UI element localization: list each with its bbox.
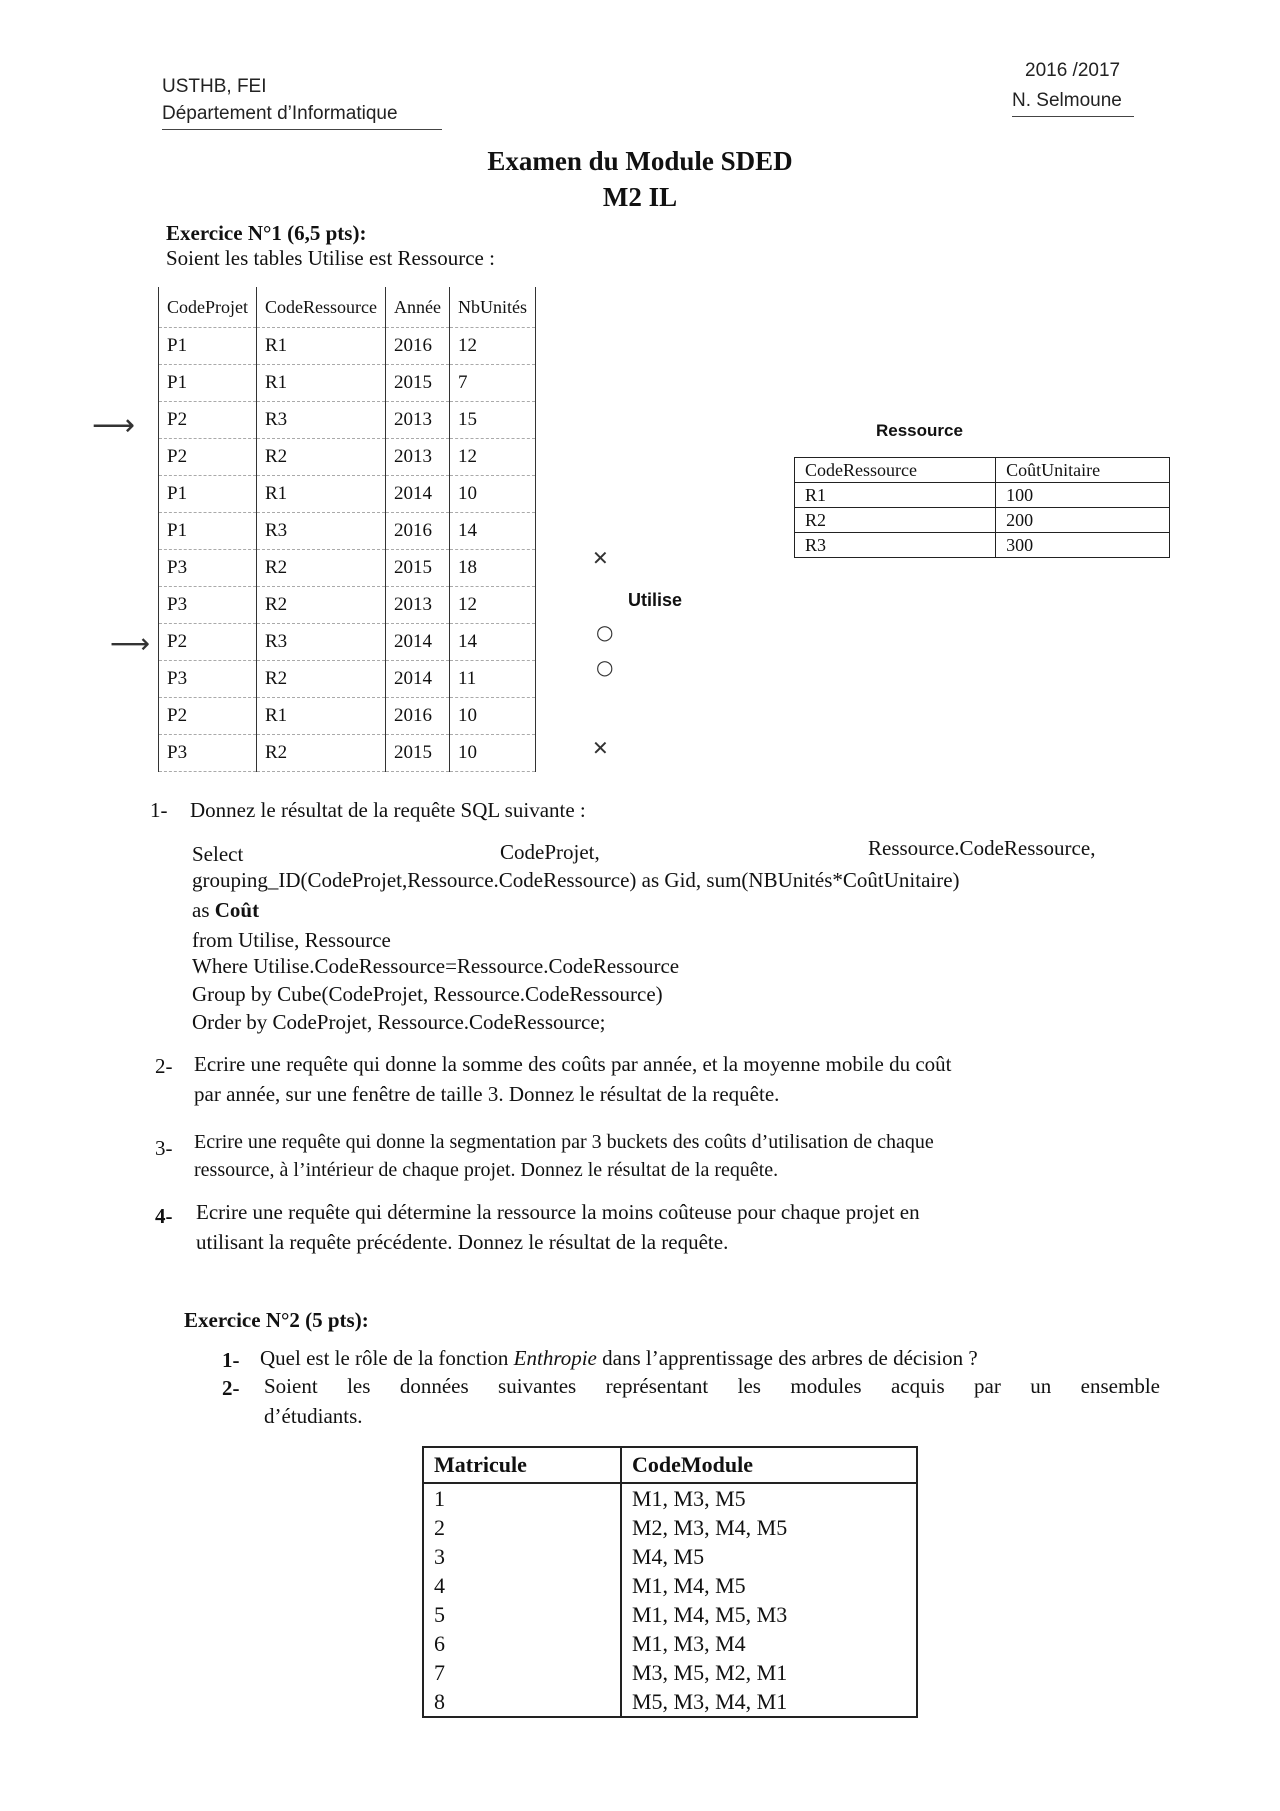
utilise-cell: 14 — [449, 513, 535, 550]
modules-cell: 1 — [423, 1483, 621, 1513]
q4-number: 4- — [155, 1204, 173, 1228]
utilise-cell: 2016 — [385, 513, 449, 550]
arrow-mark-icon: ⟶ — [92, 408, 136, 443]
exam-title: Examen du Module SDED — [487, 146, 793, 176]
utilise-cell: 7 — [449, 365, 535, 402]
arrow-mark-icon: ⟶ — [110, 627, 151, 660]
utilise-cell: 2014 — [385, 476, 449, 513]
modules-header-row — [423, 1447, 917, 1483]
utilise-row — [159, 402, 536, 439]
sql-col1: CodeProjet, — [500, 840, 600, 864]
modules-row — [423, 1571, 917, 1600]
modules-cell: M5, M3, M4, M1 — [621, 1687, 917, 1717]
exercise2-title: Exercice N°2 (5 pts): — [184, 1308, 369, 1332]
ressource-cell: 200 — [996, 508, 1170, 533]
utilise-row — [159, 587, 536, 624]
utilise-cell: 10 — [449, 735, 535, 772]
utilise-cell: P2 — [159, 439, 257, 476]
modules-cell: 6 — [423, 1629, 621, 1658]
utilise-row — [159, 661, 536, 698]
sql-col2: Ressource.CodeRessource, — [868, 836, 1096, 860]
ex2-q1-prefix: Quel est le rôle de la fonction — [260, 1346, 514, 1370]
modules-cell: 3 — [423, 1542, 621, 1571]
utilise-cell: P2 — [159, 624, 257, 661]
ex2-q1-term: Enthropie — [513, 1346, 597, 1370]
modules-cell: 8 — [423, 1687, 621, 1717]
q1-number: 1- — [150, 798, 168, 822]
exercise1-intro: Soient les tables Utilise est Ressource : — [166, 246, 495, 270]
utilise-cell: R2 — [257, 439, 386, 476]
utilise-row — [159, 735, 536, 772]
sql-from: from Utilise, Ressource — [192, 928, 391, 952]
utilise-cell: R2 — [257, 550, 386, 587]
utilise-header-cell: CodeProjet — [159, 287, 257, 328]
modules-row — [423, 1687, 917, 1717]
utilise-header-cell: NbUnités — [449, 287, 535, 328]
ressource-header-cell: CoûtUnitaire — [996, 458, 1170, 483]
utilise-cell: 2013 — [385, 587, 449, 624]
utilise-row — [159, 513, 536, 550]
utilise-cell: 10 — [449, 476, 535, 513]
modules-cell: 5 — [423, 1600, 621, 1629]
ressource-label: Ressource — [876, 421, 963, 440]
cross-mark-icon: ✕ — [592, 736, 609, 760]
ressource-table — [794, 457, 1170, 558]
utilise-cell: 10 — [449, 698, 535, 735]
utilise-cell: 2015 — [385, 735, 449, 772]
ressource-row — [795, 508, 1170, 533]
utilise-header-cell: Année — [385, 287, 449, 328]
exam-subtitle: M2 IL — [602, 182, 678, 212]
utilise-cell: P1 — [159, 328, 257, 365]
modules-row — [423, 1513, 917, 1542]
sql-select: Select — [192, 842, 244, 866]
utilise-cell: 2016 — [385, 328, 449, 365]
ex2-q2-line2: d’étudiants. — [264, 1404, 363, 1428]
utilise-cell: R3 — [257, 624, 386, 661]
ex2-q2-line1: Soient les données suivantes représentant les modules acquis par un ensemble — [264, 1374, 1160, 1398]
ressource-cell: 300 — [996, 533, 1170, 558]
utilise-cell: 2015 — [385, 550, 449, 587]
utilise-cell: P1 — [159, 513, 257, 550]
circle-mark-icon: ○ — [596, 620, 614, 644]
utilise-cell: 12 — [449, 587, 535, 624]
utilise-cell: 2013 — [385, 439, 449, 476]
utilise-cell: 2014 — [385, 661, 449, 698]
sql-as-line — [192, 898, 259, 923]
modules-header-cell: Matricule — [423, 1447, 621, 1483]
modules-cell: M4, M5 — [621, 1542, 917, 1571]
utilise-row — [159, 328, 536, 365]
utilise-row — [159, 698, 536, 735]
utilise-cell: 2015 — [385, 365, 449, 402]
q3-number: 3- — [155, 1136, 173, 1160]
ressource-cell: 100 — [996, 483, 1170, 508]
utilise-cell: P2 — [159, 402, 257, 439]
sql-as-alias: Coût — [214, 898, 260, 922]
q3-line2: ressource, à l’intérieur de chaque projet. Donnez le résultat de la requête. — [194, 1159, 779, 1181]
utilise-cell: R1 — [257, 698, 386, 735]
utilise-cell: 11 — [449, 661, 535, 698]
modules-row — [423, 1600, 917, 1629]
utilise-cell: 14 — [449, 624, 535, 661]
modules-header-cell: CodeModule — [621, 1447, 917, 1483]
ressource-header-row — [795, 458, 1170, 483]
q2-number: 2- — [155, 1054, 173, 1078]
utilise-cell: R3 — [257, 402, 386, 439]
utilise-row — [159, 624, 536, 661]
ressource-cell: R3 — [795, 533, 996, 558]
modules-cell: M3, M5, M2, M1 — [621, 1658, 917, 1687]
modules-cell: M1, M4, M5 — [621, 1571, 917, 1600]
utilise-header-cell: CodeRessource — [257, 287, 386, 328]
q1-text: Donnez le résultat de la requête SQL suivante : — [190, 798, 586, 822]
sql-as-prefix: as — [192, 898, 215, 922]
modules-cell: M2, M3, M4, M5 — [621, 1513, 917, 1542]
utilise-cell: R1 — [257, 328, 386, 365]
utilise-cell: 2014 — [385, 624, 449, 661]
ex2-q1-suffix: dans l’apprentissage des arbres de décision ? — [596, 1346, 978, 1370]
utilise-cell: 2013 — [385, 402, 449, 439]
ex2-q2-number: 2- — [222, 1376, 240, 1400]
utilise-cell: R2 — [257, 587, 386, 624]
utilise-cell: R1 — [257, 365, 386, 402]
utilise-header-row — [159, 287, 536, 328]
header-department: Département d’Informatique — [162, 103, 442, 130]
modules-table — [422, 1446, 918, 1718]
sql-group-by: Group by Cube(CodeProjet, Ressource.CodeRessource) — [192, 982, 663, 1006]
utilise-label: Utilise — [628, 590, 683, 610]
modules-row — [423, 1658, 917, 1687]
ressource-cell: R2 — [795, 508, 996, 533]
modules-cell: 4 — [423, 1571, 621, 1600]
utilise-cell: P3 — [159, 661, 257, 698]
utilise-cell: 12 — [449, 439, 535, 476]
q2-line1: Ecrire une requête qui donne la somme des coûts par année, et la moyenne mobile du coût — [194, 1052, 952, 1076]
utilise-row — [159, 476, 536, 513]
utilise-cell: R1 — [257, 476, 386, 513]
modules-row — [423, 1483, 917, 1513]
ressource-header-cell: CodeRessource — [795, 458, 996, 483]
exercise1-title: Exercice N°1 (6,5 pts): — [166, 221, 367, 245]
header-author: N. Selmoune — [1012, 90, 1134, 117]
q4-line2: utilisant la requête précédente. Donnez le résultat de la requête. — [196, 1230, 729, 1254]
header-institution: USTHB, FEI — [162, 76, 267, 97]
sql-order-by: Order by CodeProjet, Ressource.CodeRessource; — [192, 1010, 606, 1034]
utilise-cell: 2016 — [385, 698, 449, 735]
ressource-row — [795, 533, 1170, 558]
ressource-row — [795, 483, 1170, 508]
cross-mark-icon: ✕ — [592, 546, 609, 570]
header-year: 2016 /2017 — [1025, 60, 1121, 81]
modules-cell: 2 — [423, 1513, 621, 1542]
modules-row — [423, 1542, 917, 1571]
utilise-cell: R2 — [257, 735, 386, 772]
utilise-row — [159, 439, 536, 476]
q2-line2: par année, sur une fenêtre de taille 3. Donnez le résultat de la requête. — [194, 1082, 780, 1106]
utilise-cell: P1 — [159, 476, 257, 513]
modules-cell: M1, M3, M4 — [621, 1629, 917, 1658]
q3-line1: Ecrire une requête qui donne la segmentation par 3 buckets des coûts d’utilisation de chaque — [194, 1131, 934, 1153]
sql-where: Where Utilise.CodeRessource=Ressource.CodeRessource — [192, 954, 680, 978]
utilise-cell: 12 — [449, 328, 535, 365]
utilise-row — [159, 550, 536, 587]
modules-cell: M1, M4, M5, M3 — [621, 1600, 917, 1629]
utilise-cell: P2 — [159, 698, 257, 735]
utilise-table — [158, 287, 536, 772]
modules-row — [423, 1629, 917, 1658]
modules-cell: M1, M3, M5 — [621, 1483, 917, 1513]
q4-line1: Ecrire une requête qui détermine la ressource la moins coûteuse pour chaque projet en — [196, 1200, 920, 1224]
utilise-cell: P3 — [159, 587, 257, 624]
sql-grouping-line: grouping_ID(CodeProjet,Ressource.CodeRessource) as Gid, sum(NBUnités*CoûtUnitaire) — [192, 868, 960, 892]
utilise-cell: R3 — [257, 513, 386, 550]
ressource-cell: R1 — [795, 483, 996, 508]
ex2-q1-text — [260, 1344, 978, 1373]
utilise-cell: P1 — [159, 365, 257, 402]
modules-cell: 7 — [423, 1658, 621, 1687]
utilise-cell: R2 — [257, 661, 386, 698]
circle-mark-icon: ○ — [596, 655, 614, 679]
utilise-cell: P3 — [159, 735, 257, 772]
utilise-cell: P3 — [159, 550, 257, 587]
utilise-cell: 15 — [449, 402, 535, 439]
ex2-q1-number: 1- — [222, 1348, 240, 1372]
utilise-cell: 18 — [449, 550, 535, 587]
utilise-row — [159, 365, 536, 402]
